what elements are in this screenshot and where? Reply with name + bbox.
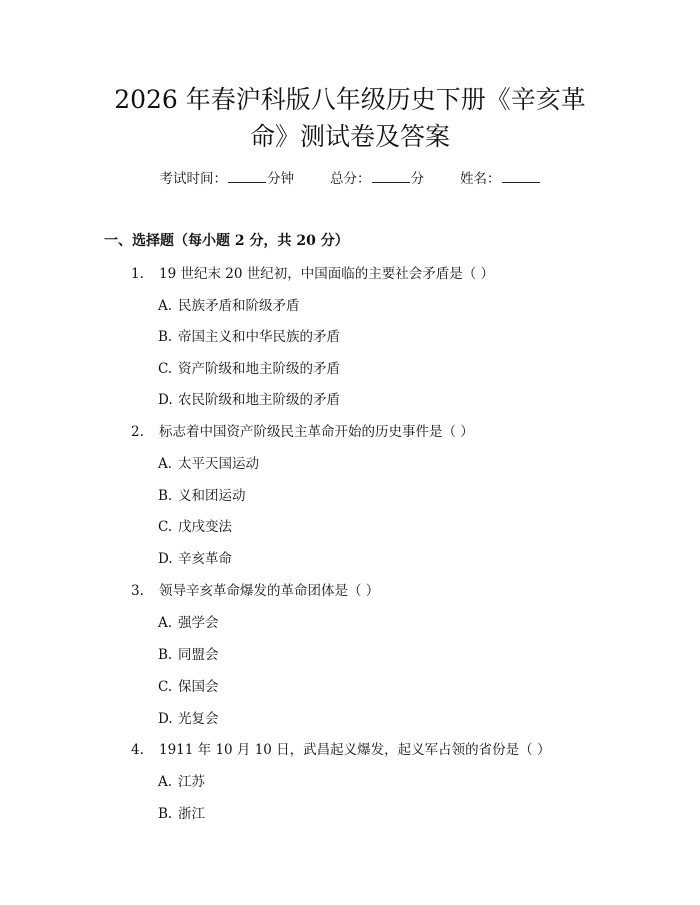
option-3a[interactable] <box>158 611 219 631</box>
option-2a[interactable] <box>158 452 259 472</box>
page-title-line-2: 命》测试卷及答案 <box>249 122 450 151</box>
exam-name-label: 姓名： <box>460 171 501 187</box>
option-text: 光复会 <box>178 711 219 727</box>
exam-time <box>160 167 295 187</box>
option-letter: C. <box>158 519 173 535</box>
option-letter: A. <box>158 298 173 314</box>
option-text: 农民阶级和地主阶级的矛盾 <box>178 392 340 408</box>
question-2 <box>131 420 474 440</box>
exam-score-label: 总分： <box>330 171 371 187</box>
exam-name <box>460 167 541 187</box>
option-text: 资产阶级和地主阶级的矛盾 <box>178 361 340 377</box>
exam-score <box>330 167 424 187</box>
option-letter: A. <box>158 615 173 631</box>
option-3b[interactable] <box>158 643 219 663</box>
option-text: 同盟会 <box>178 647 219 663</box>
option-text: 江苏 <box>178 774 205 790</box>
question-text: 19 世纪末 20 世纪初，中国面临的主要社会矛盾是（ ） <box>159 266 495 282</box>
option-text: 民族矛盾和阶级矛盾 <box>178 298 300 314</box>
exam-name-blank[interactable] <box>502 168 540 183</box>
option-text: 太平天国运动 <box>178 456 259 472</box>
option-letter: A. <box>158 774 173 790</box>
question-number: 2. <box>131 424 144 440</box>
section-title-choice: 一、选择题（每小题 2 分，共 20 分） <box>104 233 349 249</box>
option-letter: B. <box>158 488 173 504</box>
option-letter: A. <box>158 456 173 472</box>
option-1d[interactable] <box>158 388 340 408</box>
option-2c[interactable] <box>158 515 232 535</box>
option-text: 帝国主义和中华民族的矛盾 <box>178 329 340 345</box>
option-letter: C. <box>158 679 173 695</box>
option-letter: D. <box>158 551 173 567</box>
question-1 <box>131 262 494 282</box>
exam-time-blank[interactable] <box>228 168 266 183</box>
option-2d[interactable] <box>158 547 232 567</box>
option-letter: B. <box>158 806 173 822</box>
question-text: 领导辛亥革命爆发的革命团体是（ ） <box>159 583 380 599</box>
option-4b[interactable] <box>158 802 205 822</box>
question-3 <box>131 579 379 599</box>
option-3d[interactable] <box>158 707 219 727</box>
option-text: 戊戌变法 <box>178 519 232 535</box>
exam-time-unit: 分钟 <box>267 171 294 187</box>
option-text: 义和团运动 <box>178 488 246 504</box>
option-text: 强学会 <box>178 615 219 631</box>
option-1b[interactable] <box>158 325 340 345</box>
option-2b[interactable] <box>158 484 246 504</box>
option-1a[interactable] <box>158 294 300 314</box>
option-letter: D. <box>158 711 173 727</box>
page-title-line-1: 2026 年春沪科版八年级历史下册《辛亥革 <box>114 85 586 114</box>
option-text: 辛亥革命 <box>178 551 232 567</box>
question-text: 标志着中国资产阶级民主革命开始的历史事件是（ ） <box>159 424 474 440</box>
exam-time-label: 考试时间： <box>159 171 227 187</box>
option-text: 浙江 <box>178 806 205 822</box>
question-number: 4. <box>131 742 144 758</box>
option-letter: B. <box>158 647 173 663</box>
question-number: 3. <box>131 583 144 599</box>
exam-score-unit: 分 <box>410 171 424 187</box>
option-letter: B. <box>158 329 173 345</box>
option-text: 保国会 <box>178 679 219 695</box>
option-1c[interactable] <box>158 357 340 377</box>
exam-score-blank[interactable] <box>372 168 410 183</box>
option-4a[interactable] <box>158 770 205 790</box>
question-text: 1911 年 10 月 10 日，武昌起义爆发，起义军占领的省份是（ ） <box>159 742 551 758</box>
option-letter: D. <box>158 392 173 408</box>
exam-meta <box>0 167 700 187</box>
question-number: 1. <box>131 266 144 282</box>
option-3c[interactable] <box>158 675 219 695</box>
question-4 <box>131 738 550 758</box>
option-letter: C. <box>158 361 173 377</box>
